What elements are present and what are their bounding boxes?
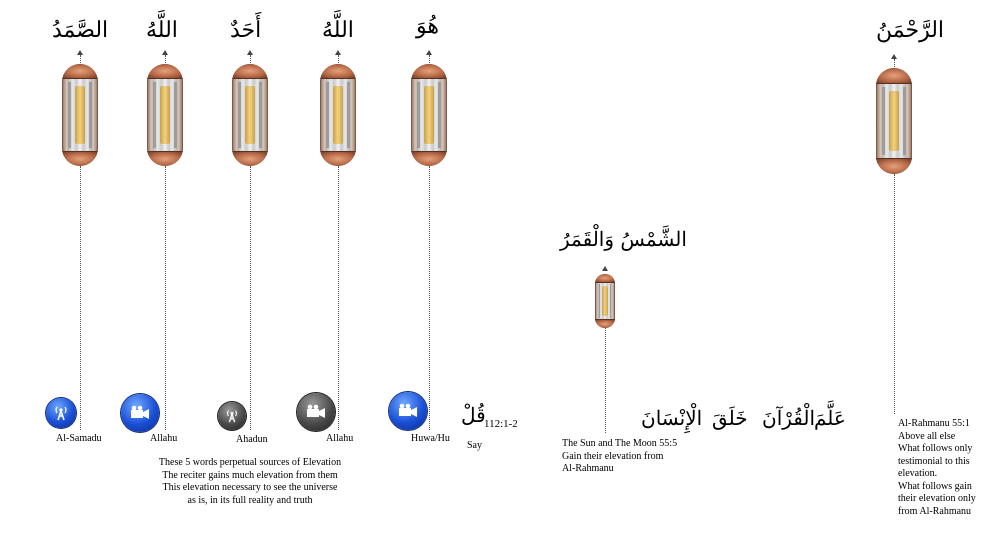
connector-sun-moon [605, 328, 606, 433]
elevator-capsule-allahu-2 [320, 64, 356, 166]
rahman-note [898, 418, 998, 518]
note-line: Al-Rahmanu [562, 463, 614, 474]
elevator-capsule-rahman [876, 68, 912, 174]
label-allahu-1: Allahu [150, 433, 178, 444]
note-line: What follows gain [898, 480, 972, 492]
connector-allahu-1 [165, 166, 166, 430]
label-samadu: Al-Samadu [56, 433, 102, 444]
phrase-word-khalaqa: خَلَقَ [712, 406, 748, 430]
note-line: their elevation only [898, 493, 976, 504]
note-line: testimonial to this [898, 455, 970, 467]
camera-icon [297, 393, 335, 431]
phrase-word-insan: الْإِنْسَانَ [641, 406, 703, 430]
arabic-ahadun: أَحَدٌ [230, 18, 262, 43]
note-line: Above all else [898, 430, 956, 442]
arabic-qul: قُلْ [461, 403, 486, 427]
five-words-note [140, 457, 360, 507]
connector-ahadun [250, 166, 251, 430]
connector-samadu [80, 166, 81, 430]
note-line: elevation. [898, 468, 938, 479]
note-line: This elevation necessary to see the universe [162, 482, 338, 493]
label-ahadun: Ahadun [236, 434, 268, 445]
note-line: Al-Rahmanu 55:1 [898, 418, 970, 429]
note-line: These 5 words perpetual sources of Elevation [158, 457, 342, 468]
connector-huwa [429, 166, 430, 430]
antenna-icon [46, 398, 76, 428]
elevator-capsule-allahu-1 [147, 64, 183, 166]
qul-reference: 112:1-2 [484, 418, 518, 430]
arabic-sun-moon: الشَّمْسُ وَالْقَمَرُ [560, 227, 687, 251]
arabic-rahman: الرَّحْمَنُ [876, 18, 945, 43]
note-line: The Sun and The Moon 55:5 [562, 438, 678, 449]
camera-icon [389, 392, 427, 430]
sun-moon-note [562, 438, 732, 476]
elevator-capsule-samadu [62, 64, 98, 166]
label-huwa: Huwa/Hu [411, 433, 450, 444]
label-allahu-2: Allahu [326, 433, 354, 444]
note-line: Gain their elevation from [562, 450, 664, 462]
antenna-icon [218, 402, 246, 430]
phrase-word-quran: الْقُرْآنَ [762, 406, 816, 430]
arabic-allahu-1: اللَّهُ [146, 18, 178, 43]
qul-translation: Say [467, 440, 482, 451]
note-line: as is, in its full reality and truth [187, 494, 313, 506]
elevator-capsule-sun-moon [595, 274, 615, 328]
arabic-huwa: هُوَ [416, 14, 439, 39]
elevator-capsule-huwa [411, 64, 447, 166]
arrowhead-sun-moon [602, 266, 608, 271]
connector-rahman [894, 174, 895, 414]
connector-allahu-2 [338, 166, 339, 430]
phrase-word-allama: عَلَّمَ [814, 406, 846, 430]
note-line: from Al-Rahmanu [898, 505, 972, 517]
note-line: What follows only [898, 443, 973, 454]
camera-icon [121, 394, 159, 432]
arabic-samadu: الصَّمَدُ [52, 18, 109, 43]
note-line: The reciter gains much elevation from them [162, 469, 338, 481]
arabic-allahu-2: اللَّهُ [322, 18, 354, 43]
elevator-capsule-ahadun [232, 64, 268, 166]
